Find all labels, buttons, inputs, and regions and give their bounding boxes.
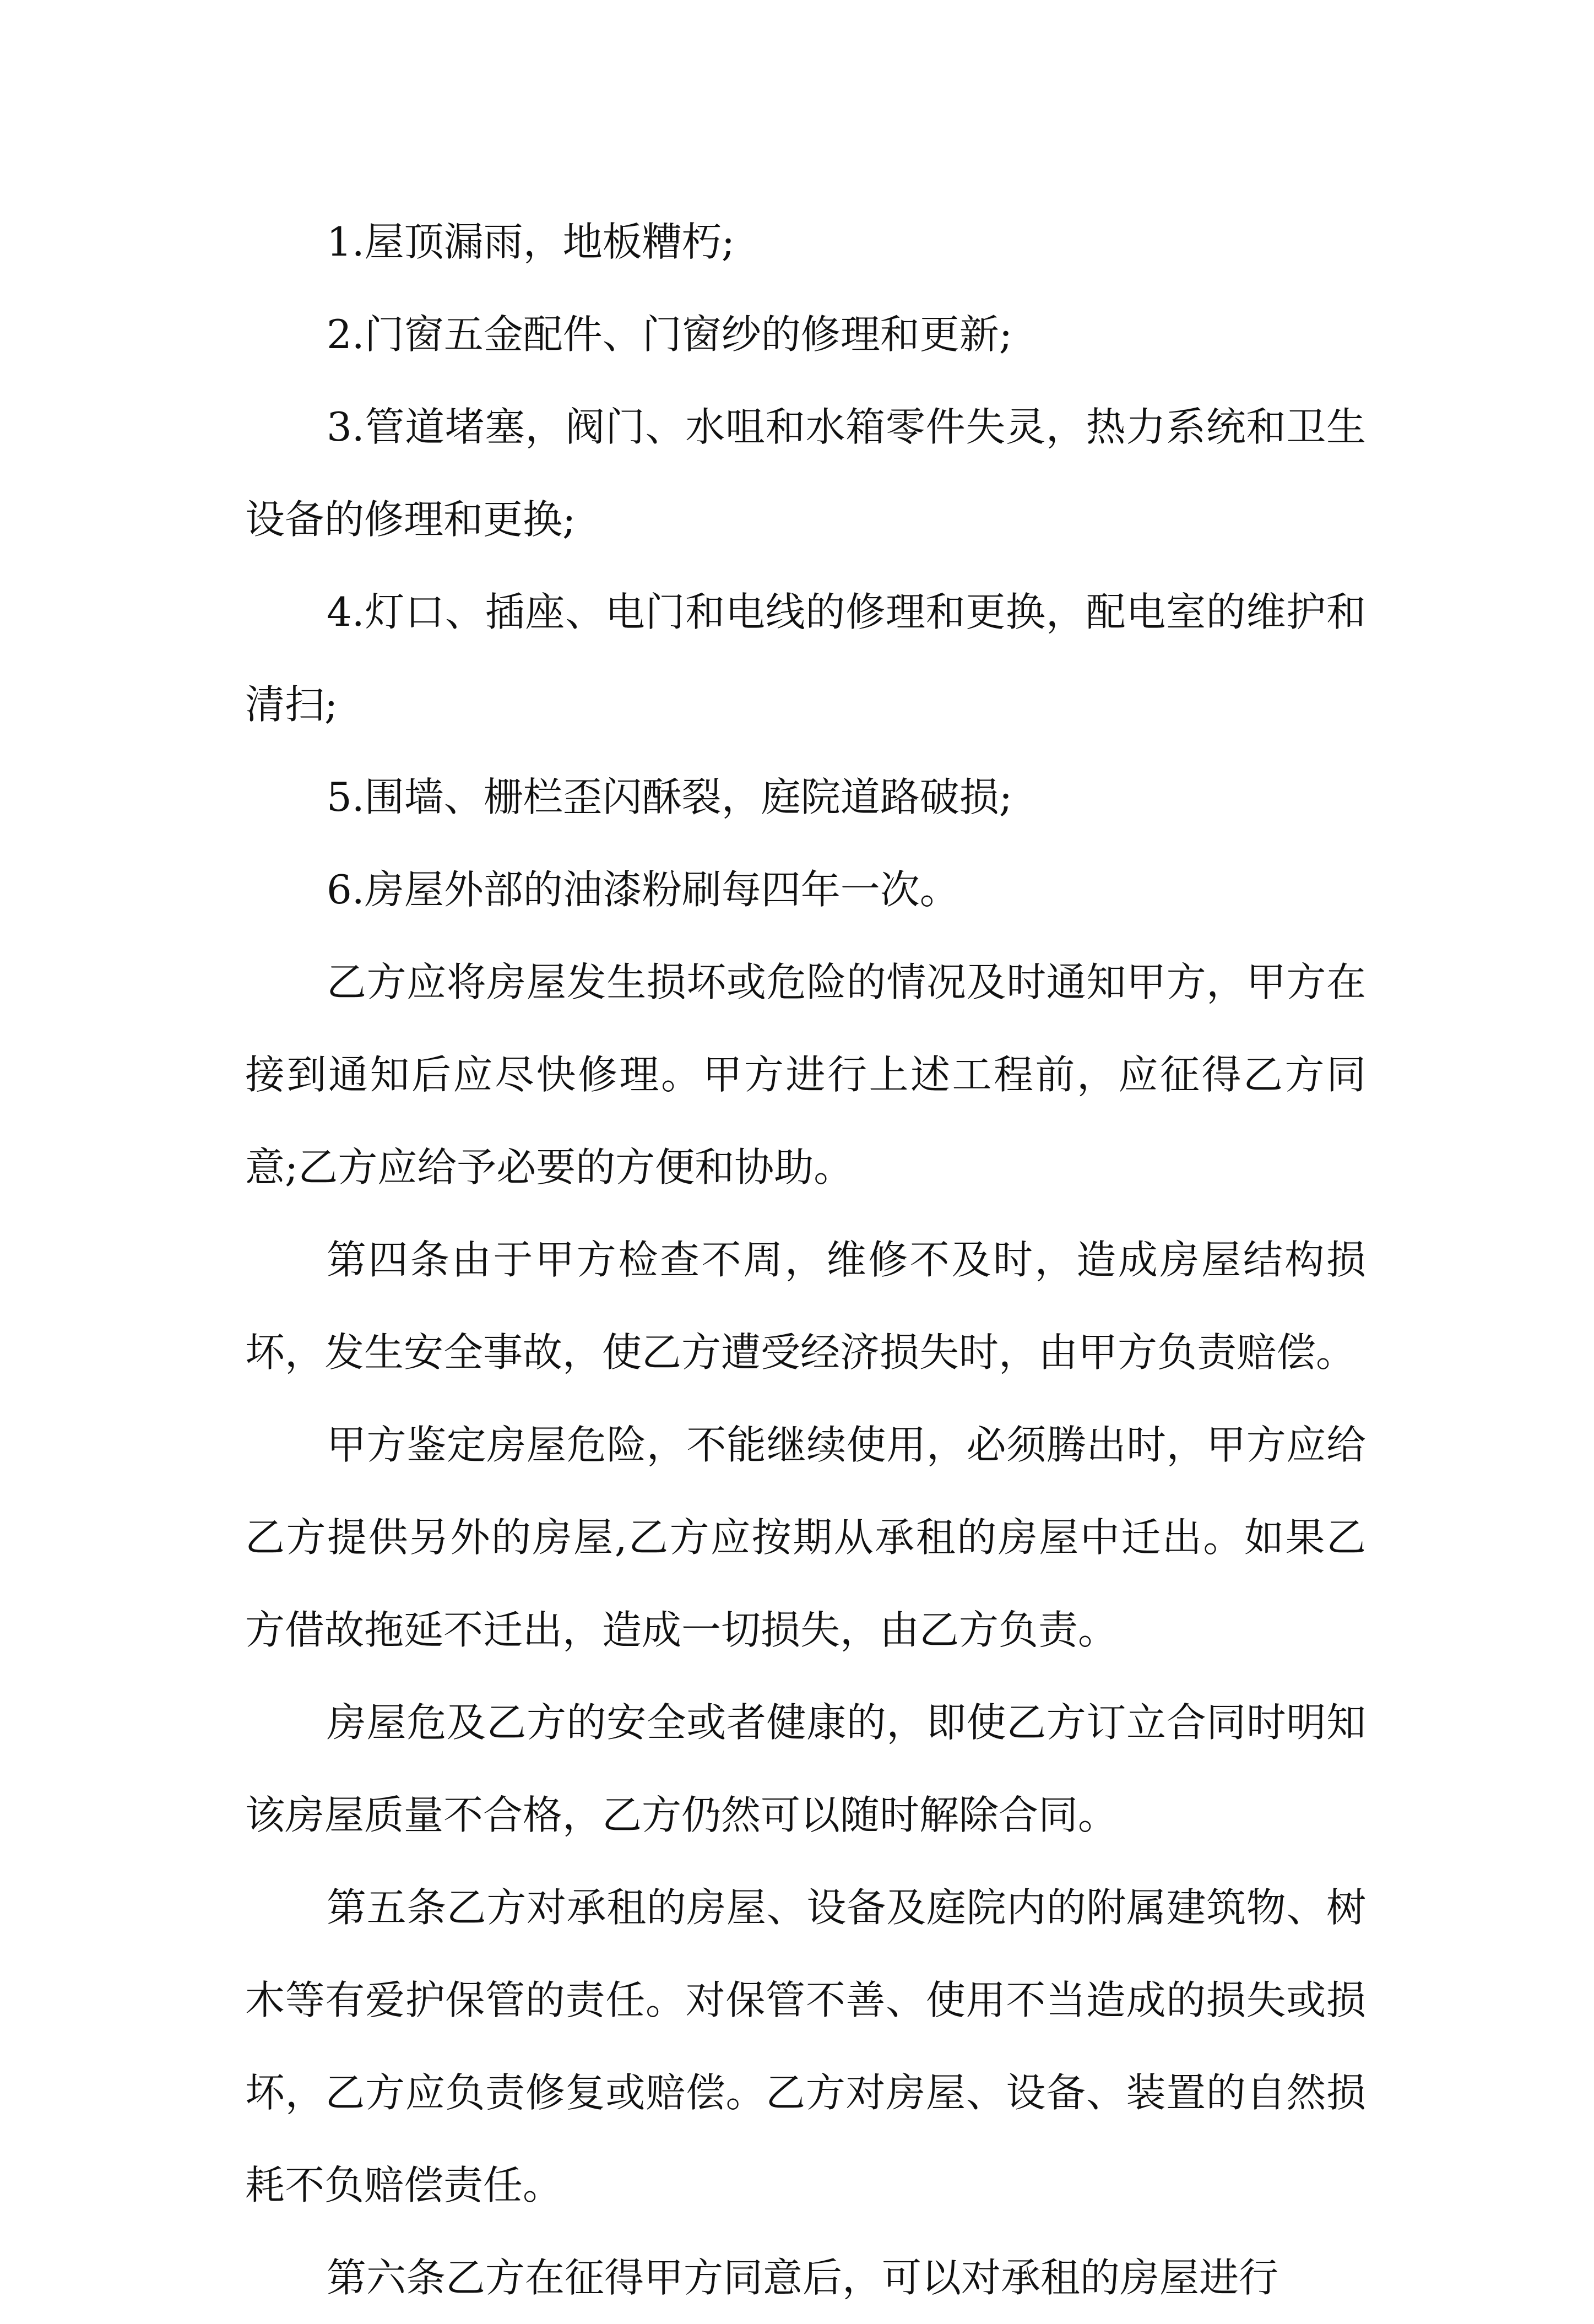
list-item-repair-6: 6.房屋外部的油漆粉刷每四年一次。 <box>327 866 959 913</box>
paragraph-article-4: 第四条由于甲方检查不周，维修不及时，造成房屋结构损坏，发生安全事故，使乙方遭受经济损失时，由甲方负责赔偿。 <box>245 1237 1366 1375</box>
list-item-repair-4: 4.灯口、插座、电门和电线的修理和更换，配电室的维护和清扫; <box>245 589 1366 728</box>
document-body <box>245 196 1366 2324</box>
paragraph-safety-termination: 房屋危及乙方的安全或者健康的，即使乙方订立合同时明知该房屋质量不合格，乙方仍然可以随时解除合同。 <box>245 1699 1366 1838</box>
list-item-repair-3: 3.管道堵塞，阀门、水咀和水箱零件失灵，热力系统和卫生设备的修理和更换; <box>245 404 1366 543</box>
list-item-repair-5: 5.围墙、栅栏歪闪酥裂，庭院道路破损; <box>327 774 1012 820</box>
paragraph-notification: 乙方应将房屋发生损坏或危险的情况及时通知甲方，甲方在接到通知后应尽快修理。甲方进行上述工程前，应征得乙方同意;乙方应给予必要的方便和协助。 <box>245 959 1366 1190</box>
list-item-repair-2: 2.门窗五金配件、门窗纱的修理和更新; <box>327 311 1012 357</box>
paragraph-danger-relocation: 甲方鉴定房屋危险，不能继续使用，必须腾出时，甲方应给乙方提供另外的房屋,乙方应按期从承租的房屋中迁出。如果乙方借故拖延不迁出，造成一切损失，由乙方负责。 <box>245 1422 1366 1653</box>
paragraph-article-5: 第五条乙方对承租的房屋、设备及庭院内的附属建筑物、树木等有爱护保管的责任。对保管不善、使用不当造成的损失或损坏，乙方应负责修复或赔偿。乙方对房屋、设备、装置的自然损耗不负赔偿责任。 <box>245 1884 1366 2208</box>
list-item-repair-1: 1.屋顶漏雨，地板糟朽; <box>327 219 735 265</box>
paragraph-article-6: 第六条乙方在征得甲方同意后，可以对承租的房屋进行 <box>327 2255 1279 2301</box>
